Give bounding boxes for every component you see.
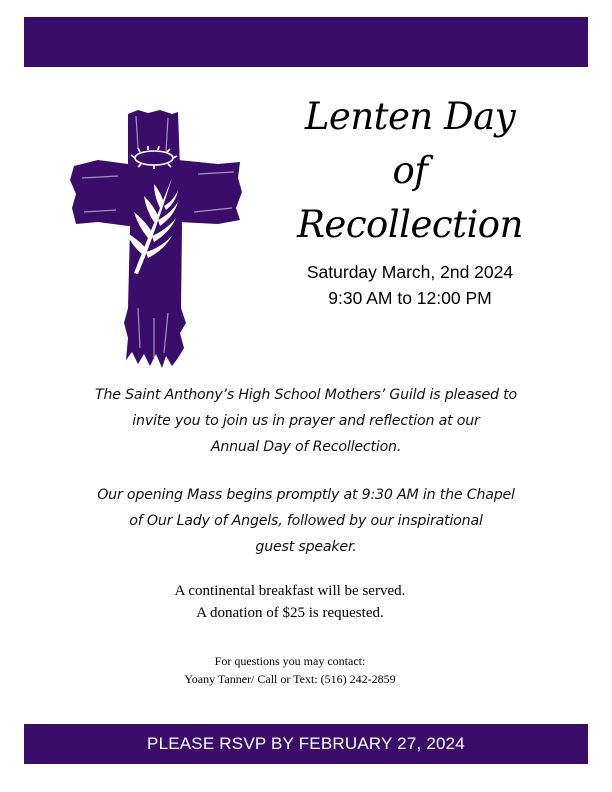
cross-icon <box>68 108 246 370</box>
rsvp-banner <box>24 724 588 764</box>
title-line-1: Lenten Day <box>304 95 516 138</box>
mass-line: Our opening Mass begins promptly at 9:30 AM in the Chapel <box>97 487 515 503</box>
event-title <box>290 90 530 252</box>
contact-info <box>90 652 490 688</box>
mass-line: of Our Lady of Angels, followed by our inspirational <box>129 513 483 529</box>
event-datetime <box>286 259 534 311</box>
mass-paragraph <box>40 482 572 560</box>
rsvp-text: PLEASE RSVP BY FEBRUARY 27, 2024 <box>147 734 465 753</box>
title-line-3: Recollection <box>297 203 523 246</box>
title-line-2: of <box>392 149 428 192</box>
breakfast-line: A continental breakfast will be served. <box>174 583 406 599</box>
intro-paragraph <box>40 382 572 460</box>
top-banner <box>24 17 588 67</box>
contact-heading: For questions you may contact: <box>214 654 366 668</box>
breakfast-info <box>90 580 490 624</box>
intro-line: The Saint Anthony’s High School Mothers’ Guild is pleased to <box>95 387 517 403</box>
intro-line: Annual Day of Recollection. <box>210 439 402 455</box>
event-time: 9:30 AM to 12:00 PM <box>328 288 492 308</box>
contact-details: Yoany Tanner/ Call or Text: (516) 242-2859 <box>184 672 396 686</box>
intro-line: invite you to join us in prayer and reflection at our <box>132 413 480 429</box>
event-date: Saturday March, 2nd 2024 <box>306 262 514 282</box>
mass-line: guest speaker. <box>255 539 357 555</box>
donation-line: A donation of $25 is requested. <box>196 605 384 621</box>
